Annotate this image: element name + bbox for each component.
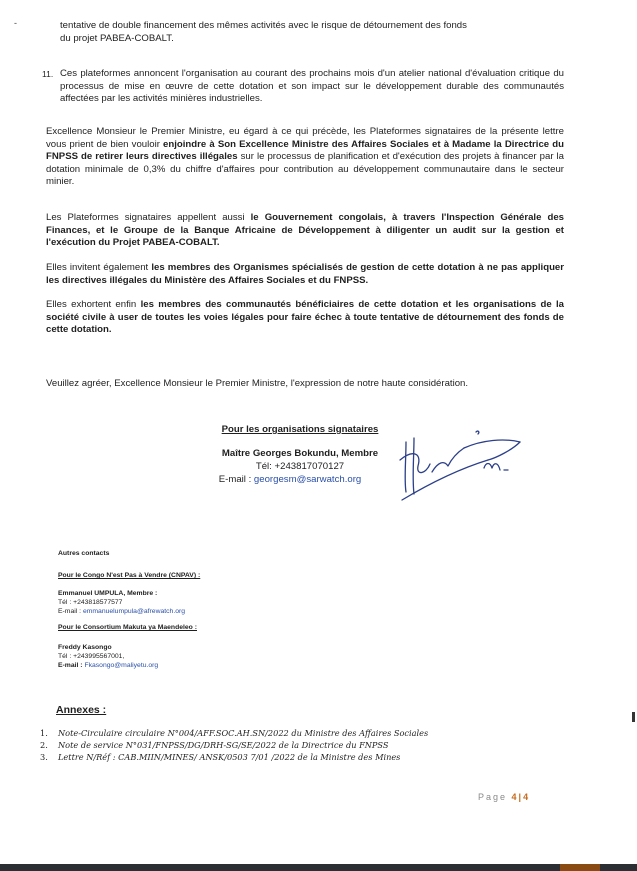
contact2-tel: Tél : +243995567001, bbox=[58, 653, 125, 660]
para3-text: Elles invitent également bbox=[46, 262, 152, 273]
annex-item bbox=[40, 752, 400, 762]
annexes-title: Annexes : bbox=[56, 704, 107, 716]
contact1-email-link[interactable]: emmanuelumpula@afrewatch.org bbox=[82, 608, 186, 615]
para2-text: Les Plateformes signataires appellent aussi bbox=[46, 212, 251, 223]
contact2-email-line bbox=[58, 662, 158, 671]
annex-text: Note de service N°031/FNPSS/DG/DRH-SG/SE/2022 de la Directrice du FNPSS bbox=[58, 740, 389, 750]
signatory-tel: Tél: +243817070127 bbox=[255, 461, 345, 472]
item-continued-line2: du projet PABEA-COBALT. bbox=[60, 32, 174, 44]
list-number: 11. bbox=[42, 69, 54, 79]
page-number bbox=[478, 792, 530, 802]
page-total: 4 bbox=[523, 792, 531, 802]
contacts-title: Autres contacts bbox=[58, 550, 110, 557]
signatory-email-label: E-mail : bbox=[218, 474, 254, 485]
paragraph-audit bbox=[46, 212, 564, 250]
para4-text: Elles exhortent enfin bbox=[46, 299, 141, 310]
annex-number: 3. bbox=[40, 752, 48, 762]
paragraph-request bbox=[46, 126, 564, 189]
contact1-name: Emmanuel UMPULA, Membre : bbox=[58, 590, 158, 597]
list-item-text: Ces plateformes annoncent l'organisation au courant des prochains mois d'un atelier national d'évaluation critique du processus de mise en œuvre de cette dotation et son impact sur le développement durable des communautés affectées par les activités minières industrielles. bbox=[60, 68, 564, 104]
contacts-org2: Pour le Consortium Makuta ya Maendeleo : bbox=[58, 624, 197, 631]
contact2-name: Freddy Kasongo bbox=[58, 644, 112, 651]
page-separator: | bbox=[518, 792, 524, 802]
para4-bold: les membres des communautés bénéficiaires de cette dotation et les organisations de la société civile à user de toutes les voies légales pour faire échec à toute tentative de détournement des fonds de cette dotation. bbox=[46, 299, 564, 335]
para1-text-end: sur le processus de planification et d'exécution des projets à financer par la dotation minimale de 0,3% du chiffre d'affaires pour contribution au développement communautaire dans le secteur minier. bbox=[46, 151, 564, 187]
annex-number: 1. bbox=[40, 728, 48, 738]
paragraph-exhort bbox=[46, 299, 564, 337]
page-label: Page bbox=[478, 792, 512, 802]
para1-bold: enjoindre à Son Excellence Ministre des Affaires Sociales et à Madame la Directrice du FNPSS de retirer leurs directives illégales bbox=[46, 138, 564, 162]
bottom-bar-accent bbox=[560, 864, 600, 871]
signatory-email-line bbox=[160, 474, 420, 487]
paragraph-invite bbox=[46, 262, 564, 287]
signatory-heading: Pour les organisations signataires bbox=[221, 424, 379, 435]
closing-line: Veuillez agréer, Excellence Monsieur le Premier Ministre, l'expression de notre haute considération. bbox=[46, 378, 469, 389]
page-current: 4 bbox=[511, 792, 519, 802]
annex-item bbox=[40, 740, 389, 750]
annex-text: Lettre N/Réf : CAB.MIIN/MINES/ ANSK/0503 7/01 /2022 de la Ministre des Mines bbox=[58, 752, 401, 762]
para1-text: Excellence Monsieur le Premier Ministre, eu égard à ce qui précède, les Plateformes signataires de la présente lettre vous prient de bien vouloir bbox=[46, 126, 564, 150]
annex-text: Note-Circulaire circulaire N°004/AFF.SOC.AH.SN/2022 du Ministre des Affaires Sociales bbox=[58, 728, 429, 738]
signatory-email-link[interactable]: georgesm@sarwatch.org bbox=[253, 474, 362, 485]
item-continued-line1: tentative de double financement des mêmes activités avec le risque de détournement des fonds bbox=[60, 20, 467, 31]
para2-bold: le Gouvernement congolais, à travers l'Inspection Générale des Finances, et le Groupe de la Banque Africaine de Développement à diligenter un audit sur la gestion et l'exécution du Projet PABEA-COBALT. bbox=[46, 212, 564, 248]
contact2-email-label: E-mail : bbox=[58, 662, 85, 669]
contact2-email-link[interactable]: Fkasongo@maliyetu.org bbox=[84, 662, 159, 669]
contact1-email-label: E-mail : bbox=[58, 608, 83, 615]
contact1-tel: Tél : +243818577577 bbox=[58, 599, 123, 606]
edge-mark bbox=[632, 712, 635, 722]
contact1-email-line bbox=[58, 608, 185, 617]
para3-bold: les membres des Organismes spécialisés de gestion de cette dotation à ne pas appliquer les directives illégales du Ministère des Affaires Sociales et du FNPSS. bbox=[46, 262, 564, 286]
annex-item bbox=[40, 728, 428, 738]
list-dash: - bbox=[14, 18, 17, 28]
bottom-bar bbox=[0, 864, 637, 871]
signatory-name: Maître Georges Bokundu, Membre bbox=[221, 448, 379, 459]
contacts-org1: Pour le Congo N'est Pas à Vendre (CNPAV) : bbox=[58, 572, 201, 579]
annex-number: 2. bbox=[40, 740, 48, 750]
handwritten-signature bbox=[392, 420, 532, 520]
